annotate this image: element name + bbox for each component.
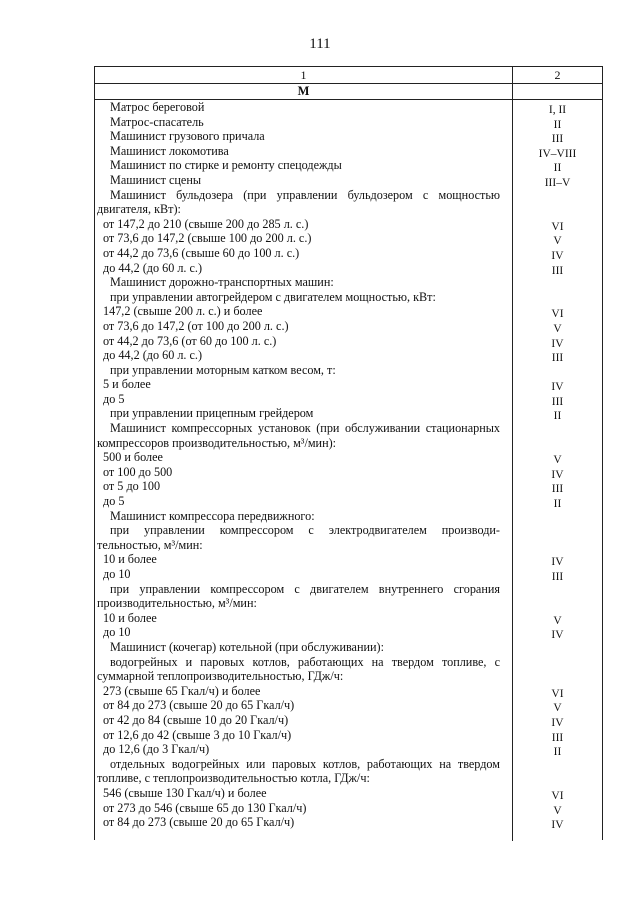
table-row [95, 290, 602, 305]
table-row [95, 319, 602, 334]
table-row [95, 640, 602, 655]
occupation-name: Машинист компрессора передвижного: [110, 508, 315, 523]
occupation-name: при управлении компрессором с двигателем внутреннего сгорания производительностью, м³/мин: [97, 581, 500, 611]
table-row [95, 815, 602, 830]
occupation-name: от 44,2 до 73,6 (от 60 до 100 л. с.) [103, 333, 277, 348]
table-row [95, 655, 602, 684]
occupation-name: от 84 до 273 (свыше 20 до 65 Гкал/ч) [103, 698, 295, 713]
occupation-name: Машинист локомотива [110, 143, 229, 158]
occupation-name: 10 и более [103, 610, 157, 625]
occupation-name: при управлении прицепным грейдером [110, 406, 314, 421]
occupation-name: до 44,2 (до 60 л. с.) [103, 260, 203, 275]
occupation-name: Машинист сцены [110, 172, 202, 187]
occupation-name: от 73,6 до 147,2 (от 100 до 200 л. с.) [103, 318, 289, 333]
occupation-name: 500 и более [103, 450, 163, 465]
occupation-name: при управлении компрессором с электродвигателем производи-тельностью, м³/мин: [97, 523, 500, 552]
table-row [95, 465, 602, 480]
column-header-2: 2 [554, 68, 561, 82]
occupation-name: до 5 [103, 391, 125, 406]
table-row [95, 757, 602, 786]
table-row [95, 625, 602, 640]
table-row [95, 173, 602, 188]
occupation-name: Машинист компрессорных установок (при обслуживании стационарных компрессоров производительностью, м³/мин): [97, 421, 500, 450]
tariff-grade: IV–VIII [538, 147, 577, 160]
occupation-name: от 73,6 до 147,2 (свыше 100 до 200 л. с.) [103, 231, 312, 246]
page-number: 111 [309, 36, 331, 52]
tariff-grade: III [551, 395, 564, 408]
table-body [95, 100, 602, 830]
table-row [95, 479, 602, 494]
table-row [95, 450, 602, 465]
occupation-name: до 10 [103, 625, 131, 640]
table-row [95, 406, 602, 421]
occupation-name: отдельных водогрейных или паровых котлов, работающих на твердом топливе, с теплопроизводительностью котла, ГДж/ч: [97, 756, 500, 786]
tariff-grade: IV [551, 337, 564, 350]
tariff-grade: V [553, 614, 562, 627]
tariff-grade: IV [551, 556, 564, 569]
occupation-name: 5 и более [103, 377, 151, 392]
occupation-name: от 273 до 546 (свыше 65 до 130 Гкал/ч) [103, 800, 307, 815]
occupation-name: от 5 до 100 [103, 479, 161, 494]
occupation-name: водогрейных и паровых котлов, работающих на твердом топливе, с суммарной теплопроизводительностью, ГДж/ч: [97, 654, 500, 684]
column-header-1: 1 [300, 68, 307, 82]
occupation-name: 273 (свыше 65 Гкал/ч) и более [103, 683, 261, 698]
tariff-table [94, 66, 603, 840]
table-row [95, 801, 602, 816]
occupation-name: от 100 до 500 [103, 464, 173, 479]
tariff-grade: V [553, 702, 562, 715]
occupation-name: 147,2 (свыше 200 л. с.) и более [103, 304, 263, 319]
table-row [95, 144, 602, 159]
tariff-grade: VI [551, 789, 564, 802]
table-row [95, 494, 602, 509]
occupation-name: Машинист по стирке и ремонту спецодежды [110, 158, 342, 173]
tariff-grade: V [553, 322, 562, 335]
table-row [95, 567, 602, 582]
occupation-name: от 44,2 до 73,6 (свыше 60 до 100 л. с.) [103, 245, 300, 260]
table-row [95, 611, 602, 626]
table-row [95, 377, 602, 392]
table-row [95, 552, 602, 567]
table-row [95, 334, 602, 349]
table-row [95, 523, 602, 552]
occupation-name: при управлении моторным катком весом, т: [110, 362, 336, 377]
occupation-name: Машинист (кочегар) котельной (при обслуживании): [110, 639, 384, 654]
occupation-name: до 12,6 (до 3 Гкал/ч) [103, 742, 210, 757]
tariff-grade: V [553, 235, 562, 248]
occupation-name: от 84 до 273 (свыше 20 до 65 Гкал/ч) [103, 815, 295, 830]
table-row [95, 100, 602, 115]
table-row [95, 188, 602, 217]
tariff-grade: VI [551, 220, 564, 233]
tariff-grade: II [553, 162, 562, 175]
tariff-grade: III [551, 133, 564, 146]
section-letter: М [297, 84, 310, 98]
tariff-grade: III [551, 571, 564, 583]
tariff-grade: IV [551, 249, 564, 262]
table-row [95, 742, 602, 757]
table-row [95, 363, 602, 378]
occupation-name: до 10 [103, 567, 131, 581]
occupation-name: Машинист бульдозера (при управлении бульдозером с мощностью двигателя, кВт): [97, 187, 500, 217]
tariff-grade: II [553, 746, 562, 759]
table-row [95, 728, 602, 743]
tariff-grade: II [553, 410, 562, 423]
tariff-grade: III [551, 731, 564, 744]
table-row [95, 304, 602, 319]
tariff-grade: IV [551, 819, 564, 832]
occupation-name: Матрос береговой [110, 100, 205, 114]
table-row [95, 348, 602, 363]
occupation-name: от 12,6 до 42 (свыше 3 до 10 Гкал/ч) [103, 727, 292, 742]
occupation-name: до 44,2 (до 60 л. с.) [103, 348, 203, 363]
table-row [95, 392, 602, 407]
tariff-grade: III [551, 483, 564, 496]
tariff-grade: II [553, 498, 562, 511]
table-row [95, 115, 602, 130]
occupation-name: от 147,2 до 210 (свыше 200 до 285 л. с.) [103, 216, 309, 231]
table-row [95, 786, 602, 801]
table-row [95, 421, 602, 450]
table-row [95, 713, 602, 728]
tariff-grade: VI [551, 687, 564, 700]
table-row [95, 509, 602, 524]
occupation-name: до 5 [103, 494, 125, 509]
tariff-grade: I, II [548, 104, 567, 116]
occupation-name: при управлении автогрейдером с двигателем мощностью, кВт: [110, 289, 436, 304]
tariff-grade: IV [551, 629, 564, 642]
tariff-grade: III–V [544, 176, 571, 189]
occupation-name: 10 и более [103, 552, 157, 567]
table-row [95, 158, 602, 173]
occupation-name: Матрос-спасатель [110, 114, 204, 129]
table-row [95, 246, 602, 261]
tariff-grade: IV [551, 716, 564, 729]
table-row [95, 217, 602, 232]
tariff-grade: V [553, 804, 562, 817]
table-row [95, 129, 602, 144]
table-row [95, 231, 602, 246]
table-row [95, 275, 602, 290]
tariff-grade: II [553, 118, 562, 131]
tariff-grade: III [551, 352, 564, 365]
occupation-name: от 42 до 84 (свыше 10 до 20 Гкал/ч) [103, 712, 289, 727]
occupation-name: Машинист дорожно-транспортных машин: [110, 275, 334, 290]
table-row [95, 261, 602, 276]
tariff-grade: IV [551, 381, 564, 394]
table-row [95, 698, 602, 713]
tariff-grade: III [551, 264, 564, 277]
table-row [95, 684, 602, 699]
occupation-name: Машинист грузового причала [110, 129, 265, 144]
occupation-name: 546 (свыше 130 Гкал/ч) и более [103, 785, 267, 800]
tariff-grade: IV [551, 468, 564, 481]
tariff-grade: V [553, 454, 562, 467]
tariff-grade: VI [551, 308, 564, 321]
table-row [95, 582, 602, 611]
